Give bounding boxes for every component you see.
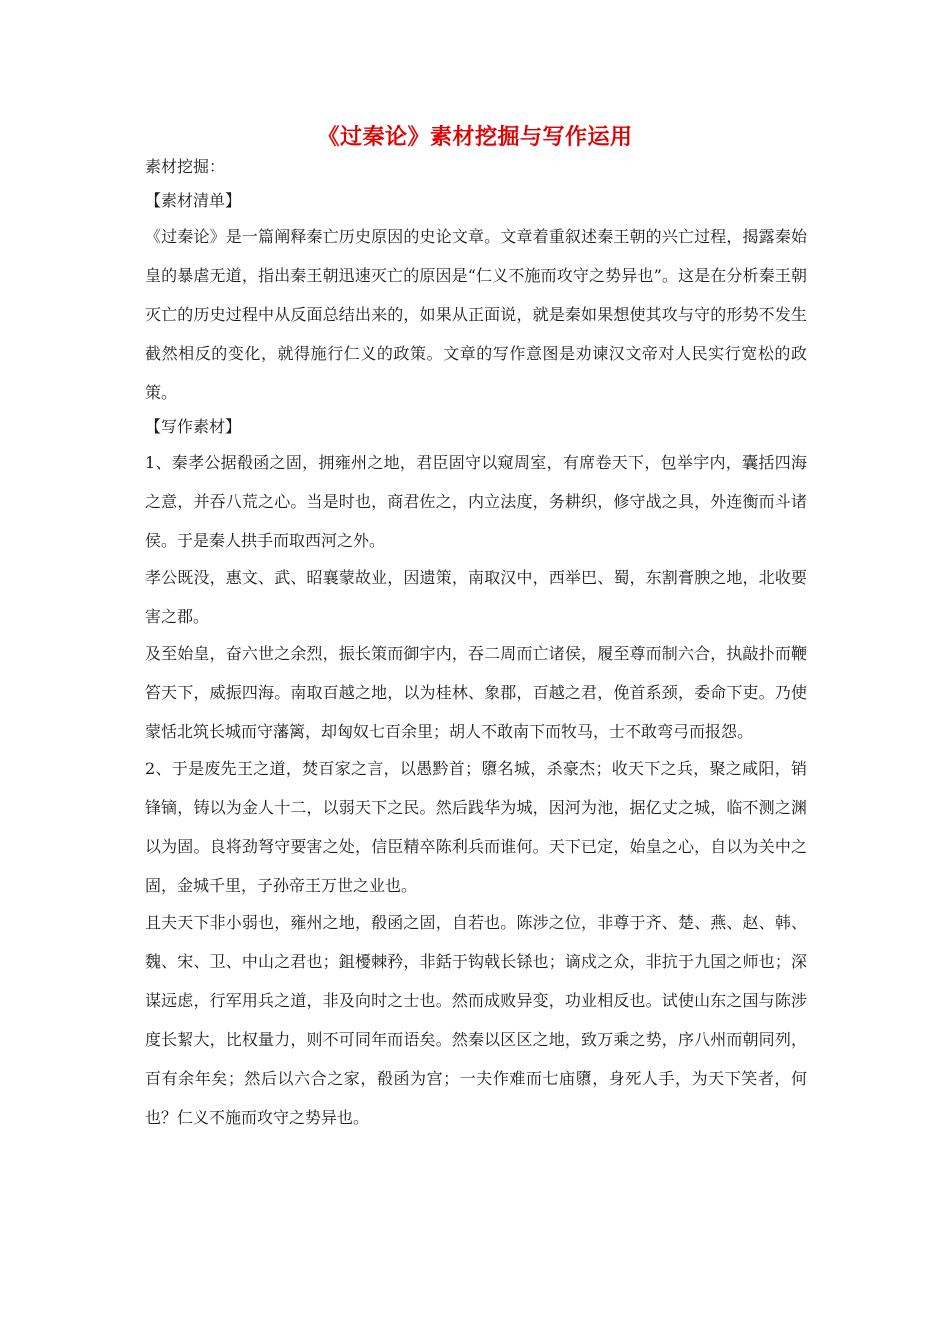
body-paragraph-5: 且夫天下非小弱也，雍州之地，殽函之固，自若也。陈涉之位，非尊于齐、楚、燕、赵、韩、魏、宋、卫、中山之君也；鉏櫌棘矜，非銛于钩戟长铩也；谪戍之众，非抗于九国之师也；深谋远虑，行军用兵之道，非及向时之士也。然而成败异变，功业相反也。试使山东之国与陈涉度长絜大，比权量力，则不可同年而语矣。然秦以区区之地，致万乘之势，序八州而朝同列，百有余年矣；然后以六合之家，殽函为宫；一夫作难而七庙隳，身死人手，为天下笑者，何也？仁义不施而攻守之势异也。 — [145, 913, 807, 1127]
document-title: 《过秦论》素材挖掘与写作运用 — [317, 124, 633, 150]
body-paragraph-1: 1、秦孝公据殽函之固，拥雍州之地，君臣固守以窥周室，有席卷天下，包举宇内，囊括四海之意，并吞八荒之心。当是时也，商君佐之，内立法度，务耕织，修守战之具，外连衡而斗诸侯。于是秦人拱手而取西河之外。 — [145, 453, 807, 550]
body-paragraph-4: 2、于是废先王之道，焚百家之言，以愚黔首；隳名城，杀豪杰；收天下之兵，聚之咸阳，销锋镝，铸以为金人十二，以弱天下之民。然后践华为城，因河为池，据亿丈之城，临不测之渊以为固。良将劲弩守要害之处，信臣精卒陈利兵而谁何。天下已定，始皇之心，自以为关中之固，金城千里，子孙帝王万世之业也。 — [145, 759, 807, 895]
body-paragraph-3: 及至始皇，奋六世之余烈，振长策而御宇内，吞二周而亡诸侯，履至尊而制六合，执敲扑而鞭笞天下，威振四海。南取百越之地，以为桂林、象郡，百越之君，俛首系颈，委命下吏。乃使蒙恬北筑长城而守藩篱，却匈奴七百余里；胡人不敢南下而牧马，士不敢弯弓而报怨。 — [145, 644, 807, 741]
body-paragraph-2: 孝公既没，惠文、武、昭襄蒙故业，因遗策，南取汉中，西举巴、蜀，东割膏腴之地，北收要害之郡。 — [145, 568, 807, 626]
section-heading-writing: 【写作素材】 — [145, 417, 242, 436]
material-label: 素材挖掘： — [145, 157, 226, 176]
intro-paragraph: 《过秦论》是一篇阐释秦亡历史原因的史论文章。文章着重叙述秦王朝的兴亡过程，揭露秦始皇的暴虐无道，指出秦王朝迅速灭亡的原因是“仁义不施而攻守之势异也”。这是在分析秦王朝灭亡的历史过程中从反面总结出来的，如果从正面说，就是秦如果想使其攻与守的形势不发生截然相反的变化，就得施行仁义的政策。文章的写作意图是劝谏汉文帝对人民实行宽松的政策。 — [145, 227, 807, 402]
section-heading-list: 【素材清单】 — [145, 191, 242, 210]
document-body — [145, 150, 807, 1137]
